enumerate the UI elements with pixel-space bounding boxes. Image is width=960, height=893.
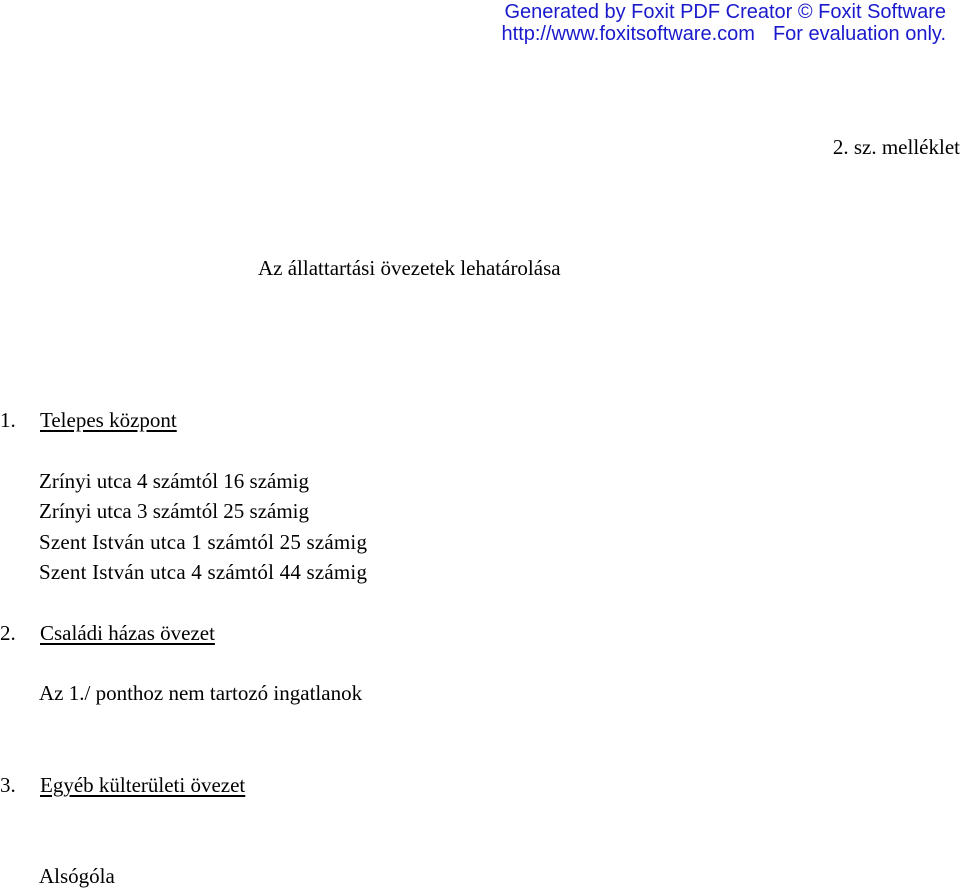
section-2-line: Az 1./ ponthoz nem tartozó ingatlanok [39,681,363,705]
watermark-line-1: Generated by Foxit PDF Creator © Foxit Software [504,1,946,23]
section-number: 3. [0,773,16,797]
document-title: Az állattartási övezetek lehatárolása [258,256,561,280]
section-1-header [0,410,177,431]
section-number: 2. [0,621,16,645]
section-number: 1. [0,408,16,432]
section-1-line: Szent István utca 4 számtól 44 számig [39,560,368,584]
section-1-line: Zrínyi utca 3 számtól 25 számig [39,499,310,523]
section-1-line: Szent István utca 1 számtól 25 számig [39,530,368,554]
section-heading: Telepes központ [40,408,177,432]
section-3-header [0,775,245,796]
section-heading: Családi házas övezet [40,621,215,645]
section-2-header [0,623,215,644]
section-3-line: Alsógóla [39,864,115,888]
watermark-line-2 [502,24,946,44]
watermark-note: For evaluation only. [772,23,946,45]
annex-label: 2. sz. melléklet [832,135,960,159]
watermark-url: http://www.foxitsoftware.com [501,23,755,45]
section-1-line: Zrínyi utca 4 számtól 16 számig [39,469,310,493]
section-heading: Egyéb külterületi övezet [40,773,246,797]
